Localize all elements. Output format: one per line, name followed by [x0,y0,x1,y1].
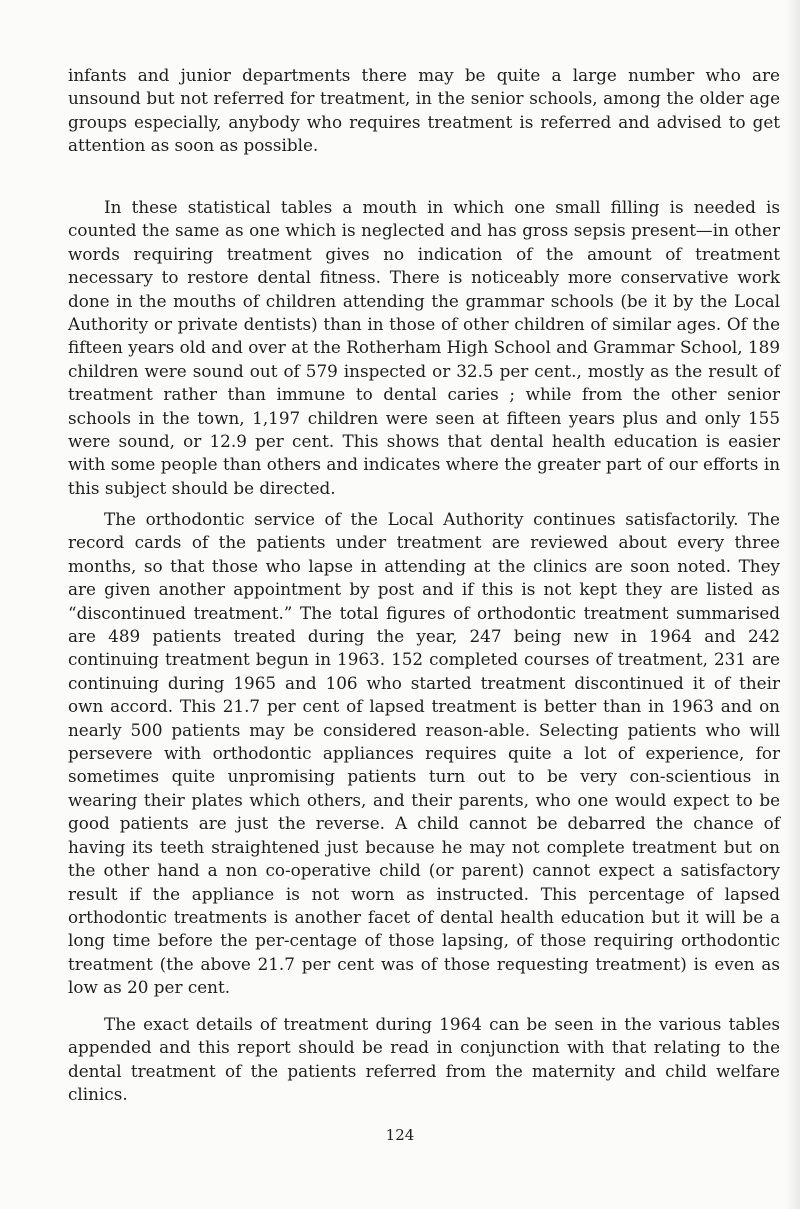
paragraph-text: The exact details of treatment during 1964 can be seen in the various tables appended and this report should be read in conjunction with that relating to the dental treatment of the patients referred from the maternity and child welfare clinics. [68,1014,780,1105]
paragraph-treatment-details [68,1013,780,1107]
paragraph-text: infants and junior departments there may be quite a large number who are unsound but not referred for treatment, in the senior schools, among the older age groups especially, anybody who requires treatment is referred and advised to get attention as soon as possible. [68,65,780,156]
page-edge-shadow [786,0,800,1209]
page-number: 124 [385,1126,415,1144]
paragraph-text: In these statistical tables a mouth in which one small filling is needed is counted the same as one which is neglected and has gross sepsis present—in other words requiring treatment gives no indication of the amount of treatment necessary to restore dental fitness. There is noticeably more conservative work done in the mouths of children attending the grammar schools (be it by the Local Authority or private dentists) than in those of other children of similar ages. Of the fifteen years old and over at the Rotherham High School and Grammar School, 189 children were sound out of 579 inspected or 32.5 per cent., mostly as the result of treatment rather than immune to dental caries ; while from the other senior schools in the town, 1,197 children were seen at fifteen years plus and only 155 were sound, or 12.9 per cent. This shows that dental health education is easier with some people than others and indicates where the greater part of our efforts in this subject should be directed. [68,197,780,498]
paragraph-text: The orthodontic service of the Local Authority continues satisfactorily. The record cards of the patients under treatment are reviewed about every three months, so that those who lapse in attending at the clinics are soon noted. They are given another appointment by post and if this is not kept they are listed as “discontinued treatment.” The total figures of orthodontic treatment summarised are 489 patients treated during the year, 247 being new in 1964 and 242 continuing treatment begun in 1963. 152 completed courses of treatment, 231 are continuing during 1965 and 106 who started treatment discontinued it of their own accord. This 21.7 per cent of lapsed treatment is better than in 1963 and on nearly 500 patients may be considered reason-able. Selecting patients who will persevere with orthodontic appliances requires quite a lot of experience, for sometimes quite unpromising patients turn out to be very con-scientious in wearing their plates which others, and their parents, who one would expect to be good patients are just the reverse. A child cannot be debarred the chance of having its teeth straightened just because he may not complete treatment but on the other hand a non co-operative child (or parent) cannot expect a satisfactory result if the appliance is not worn as instructed. This percentage of lapsed orthodontic treatments is another facet of dental health education but it will be a long time before the per-centage of those lapsing, of those requiring orthodontic treatment (the above 21.7 per cent was of those requesting treatment) is even as low as 20 per cent. [68,509,780,998]
paragraph-orthodontic-service [68,508,780,1000]
paragraph-continuation [68,64,780,158]
paragraph-statistical-tables [68,196,780,500]
